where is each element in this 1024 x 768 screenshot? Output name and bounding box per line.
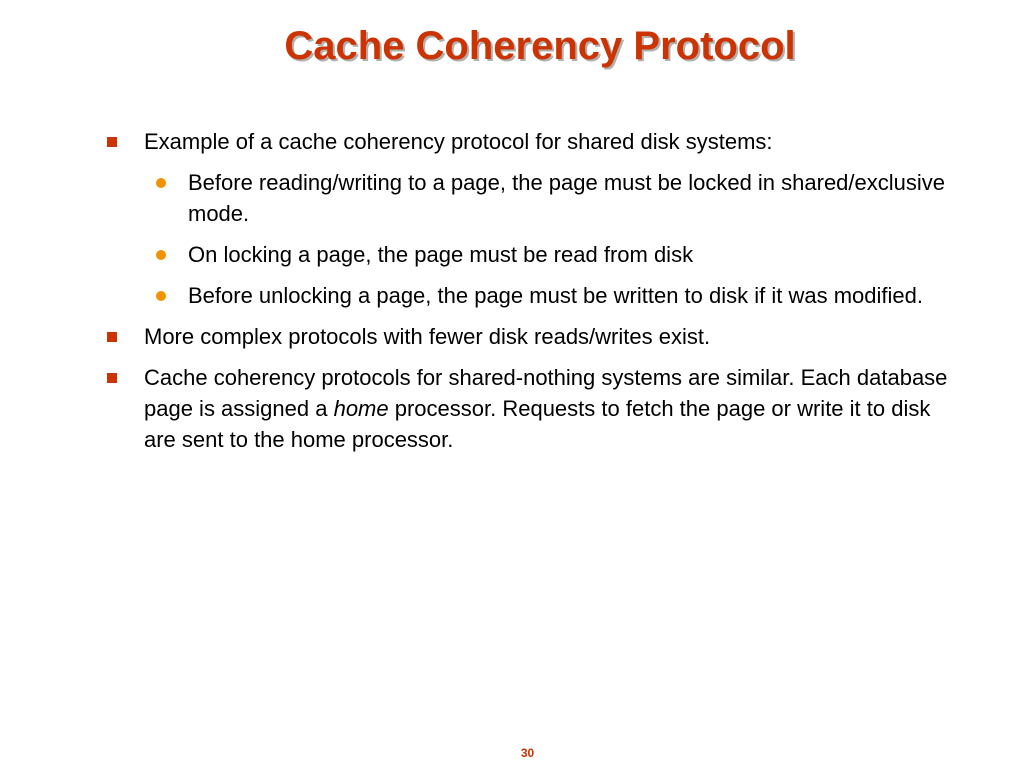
bullet-text: More complex protocols with fewer disk reads/writes exist.: [144, 324, 711, 349]
bullet-item: [104, 362, 964, 455]
bullet-item: [104, 321, 964, 352]
sub-bullet-text: On locking a page, the page must be read from disk: [188, 242, 694, 267]
bullet-list: [104, 126, 964, 465]
sub-bullet-text: Before unlocking a page, the page must be written to disk if it was modified.: [188, 283, 923, 308]
bullet-text-before: Cache coherency protocols for shared-nothing systems are similar. Each database page is assigned a: [144, 365, 948, 421]
sub-bullet-item: [104, 167, 964, 229]
sub-bullet-item: [104, 280, 964, 311]
square-bullet-icon: [107, 137, 117, 147]
dot-bullet-icon: [156, 250, 166, 260]
square-bullet-icon: [107, 373, 117, 383]
bullet-item: [104, 126, 964, 157]
sub-bullet-item: [104, 239, 964, 270]
page-number: 30: [520, 746, 535, 760]
slide-title: Cache Coherency Protocol: [284, 24, 796, 68]
square-bullet-icon: [107, 332, 117, 342]
bullet-text-after: processor. Requests to fetch the page or write it to disk are sent to the home processor.: [144, 396, 931, 452]
emphasis-home: home: [333, 396, 389, 421]
dot-bullet-icon: [156, 178, 166, 188]
sub-bullet-text: Before reading/writing to a page, the page must be locked in shared/exclusive mode.: [188, 170, 946, 226]
bullet-text: Example of a cache coherency protocol for shared disk systems:: [144, 129, 773, 154]
dot-bullet-icon: [156, 291, 166, 301]
